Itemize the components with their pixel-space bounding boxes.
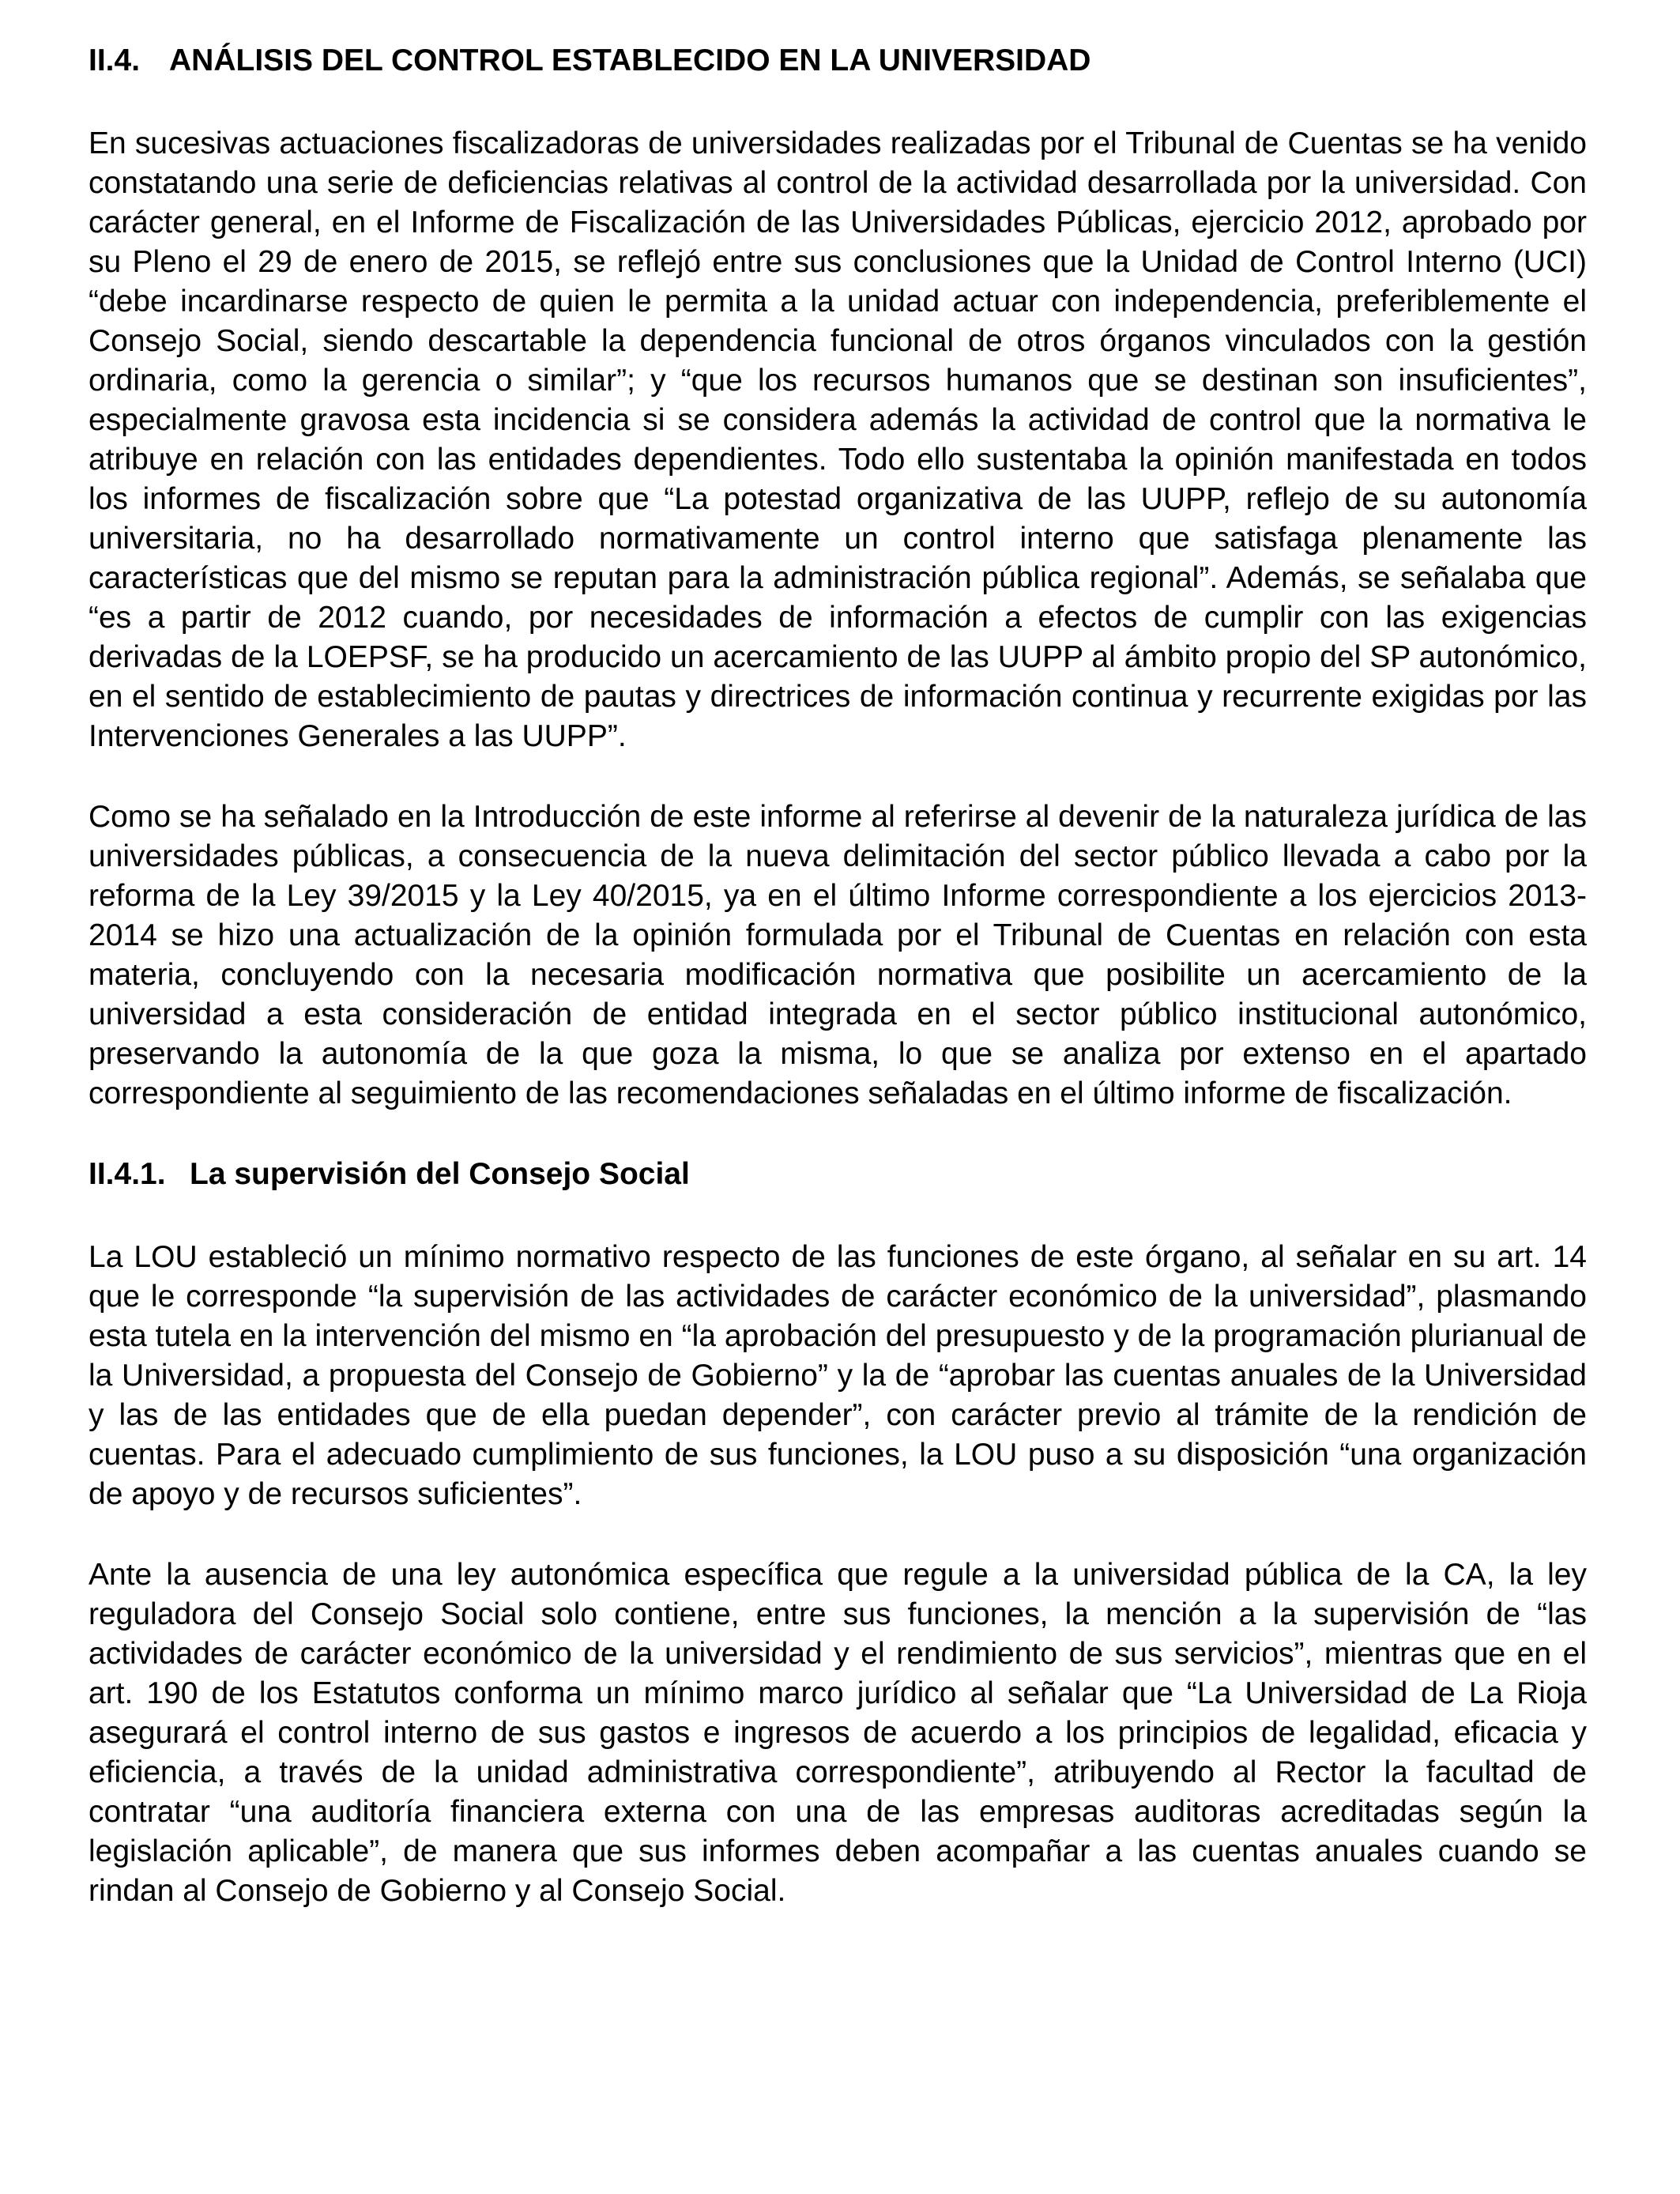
document-page — [89, 41, 1587, 1952]
subsection-number: II.4.1. — [89, 1157, 166, 1191]
section-title: ANÁLISIS DEL CONTROL ESTABLECIDO EN LA UNIVERSIDAD — [169, 43, 1091, 77]
section-number: II.4. — [89, 43, 141, 77]
subsection-heading — [89, 1155, 1587, 1194]
paragraph-sub-2: Ante la ausencia de una ley autonómica específica que regule a la universidad pública de la CA, la ley reguladora del Consejo Social solo contiene, entre sus funciones, la mención a la supervisión de “las actividades de carácter económico de la universidad y el rendimiento de sus servicios”, mientras que en el art. 190 de los Estatutos conforma un mínimo marco jurídico al señalar que “La Universidad de La Rioja asegurará el control interno de sus gastos e ingresos de acuerdo a los principios de legalidad, eficacia y eficiencia, a través de la unidad administrativa correspondiente”, atribuyendo al Rector la facultad de contratar “una auditoría financiera externa con una de las empresas auditoras acreditadas según la legislación aplicable”, de manera que sus informes deben acompañar a las cuentas anuales cuando se rindan al Consejo de Gobierno y al Consejo Social. — [89, 1558, 1587, 1908]
subsection-title: La supervisión del Consejo Social — [190, 1157, 690, 1191]
paragraph-intro-1: En sucesivas actuaciones fiscalizadoras de universidades realizadas por el Tribunal de Cuentas se ha venido constatando una serie de deficiencias relativas al control de la actividad desarrollada por la universidad. Con carácter general, en el Informe de Fiscalización de las Universidades Públicas, ejercicio 2012, aprobado por su Pleno el 29 de enero de 2015, se reflejó entre sus conclusiones que la Unidad de Control Interno (UCI) “debe incardinarse respecto de quien le permita a la unidad actuar con independencia, preferiblemente el Consejo Social, siendo descartable la dependencia funcional de otros órganos vinculados con la gestión ordinaria, como la gerencia o similar”; y “que los recursos humanos que se destinan son insuficientes”, especialmente gravosa esta incidencia si se considera además la actividad de control que la normativa le atribuye en relación con las entidades dependientes. Todo ello sustentaba la opinión manifestada en todos los informes de fiscalización sobre que “La potestad organizativa de las UUPP, reflejo de su autonomía universitaria, no ha desarrollado normativamente un control interno que satisfaga plenamente las características que del mismo se reputan para la administración pública regional”. Además, se señalaba que “es a partir de 2012 cuando, por necesidades de información a efectos de cumplir con las exigencias derivadas de la LOEPSF, se ha producido un acercamiento de las UUPP al ámbito propio del SP autonómico, en el sentido de establecimiento de pautas y directrices de información continua y recurrente exigidas por las Intervenciones Generales a las UUPP”. — [89, 126, 1587, 753]
paragraph-sub-1: La LOU estableció un mínimo normativo respecto de las funciones de este órgano, al señalar en su art. 14 que le corresponde “la supervisión de las actividades de carácter económico de la universidad”, plasmando esta tutela en la intervención del mismo en “la aprobación del presupuesto y de la programación plurianual de la Universidad, a propuesta del Consejo de Gobierno” y la de “aprobar las cuentas anuales de la Universidad y las de las entidades que de ella puedan depender”, con carácter previo al trámite de la rendición de cuentas. Para el adecuado cumplimiento de sus funciones, la LOU puso a su disposición “una organización de apoyo y de recursos suficientes”. — [89, 1240, 1587, 1511]
paragraph-intro-2: Como se ha señalado en la Introducción de este informe al referirse al devenir de la naturaleza jurídica de las universidades públicas, a consecuencia de la nueva delimitación del sector público llevada a cabo por la reforma de la Ley 39/2015 y la Ley 40/2015, ya en el último Informe correspondiente a los ejercicios 2013-2014 se hizo una actualización de la opinión formulada por el Tribunal de Cuentas en relación con esta materia, concluyendo con la necesaria modificación normativa que posibilite un acercamiento de la universidad a esta consideración de entidad integrada en el sector público institucional autonómico, preservando la autonomía de la que goza la misma, lo que se analiza por extenso en el apartado correspondiente al seguimiento de las recomendaciones señaladas en el último informe de fiscalización. — [89, 800, 1587, 1110]
section-heading — [89, 41, 1587, 81]
